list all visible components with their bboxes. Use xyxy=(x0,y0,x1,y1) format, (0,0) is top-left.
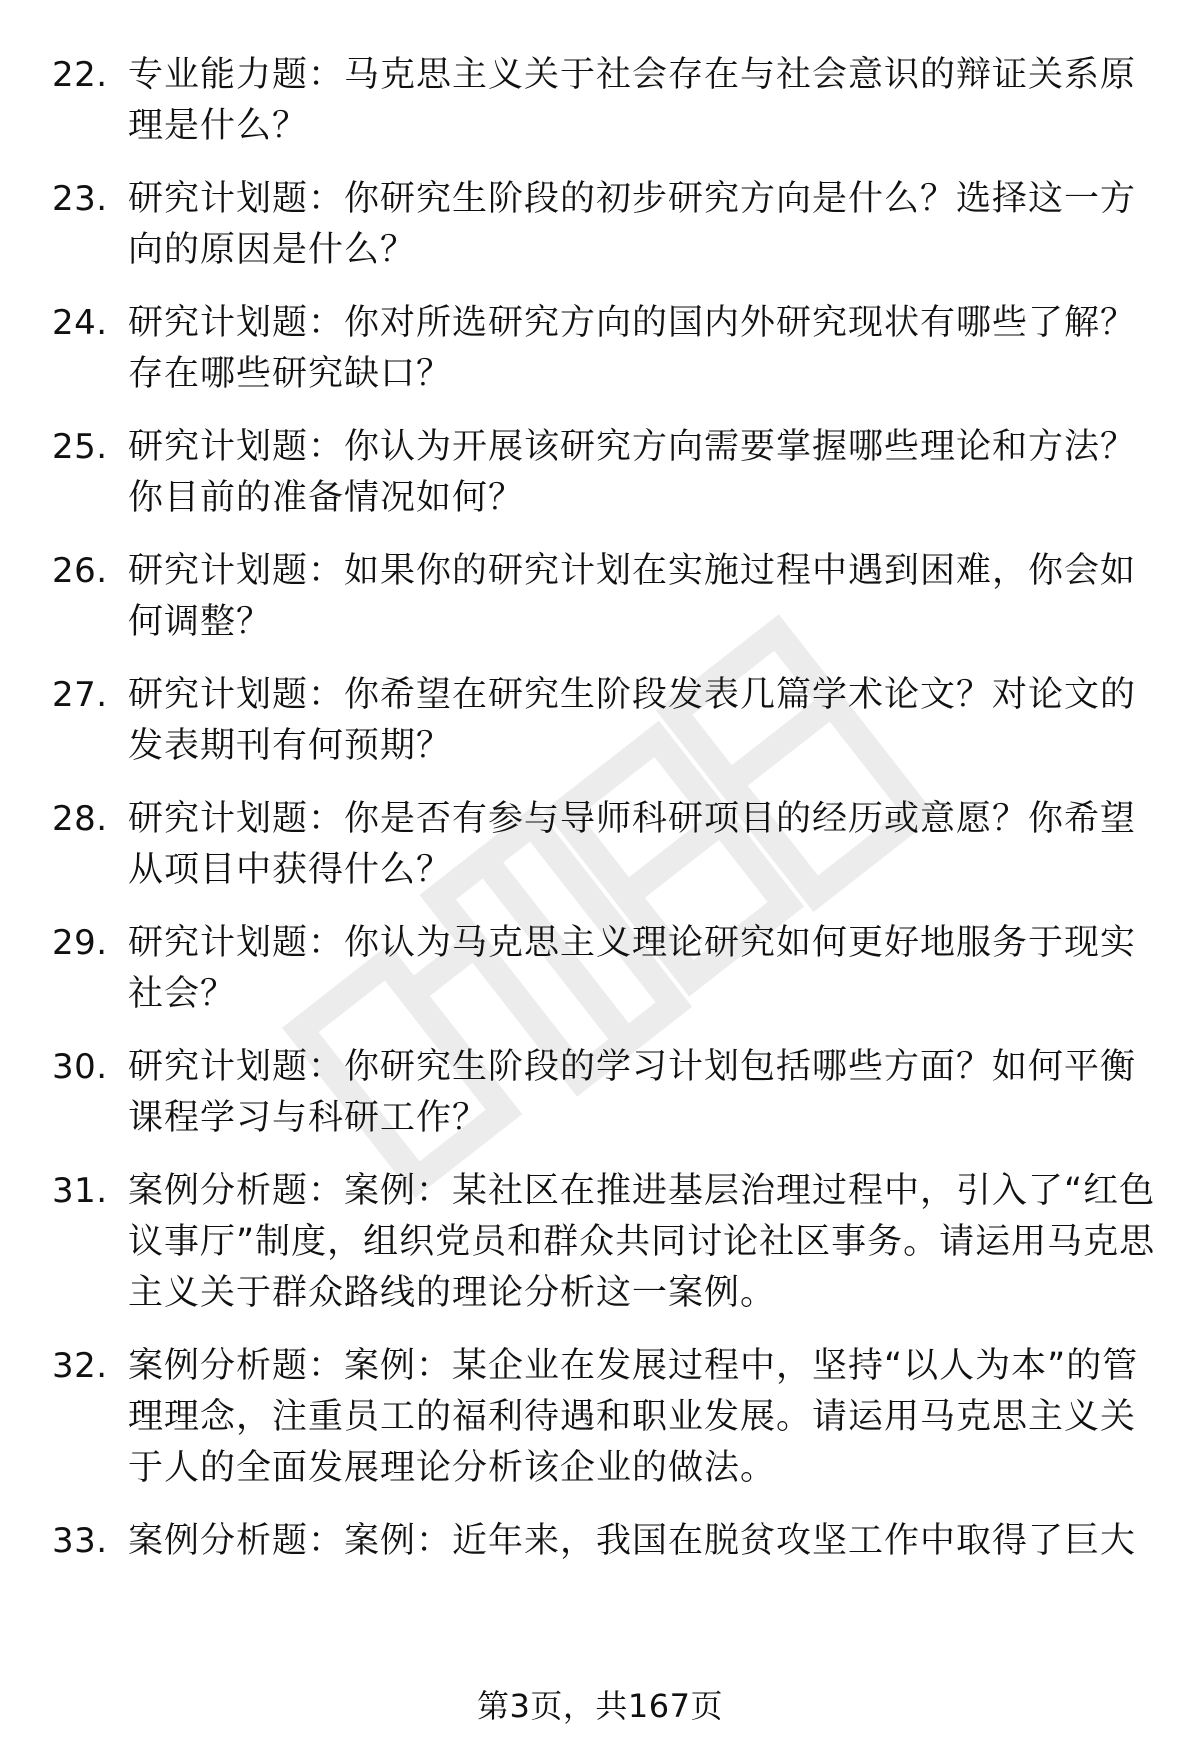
question-text: 研究计划题：你认为马克思主义理论研究如何更好地服务于现实社会？ xyxy=(128,923,1137,1014)
page-footer: 第3页，共167页 xyxy=(477,1687,723,1725)
list-item xyxy=(52,1516,1162,1567)
list-item xyxy=(52,174,1162,276)
question-text: 研究计划题：如果你的研究计划在实施过程中遇到困难，你会如何调整？ xyxy=(128,551,1137,642)
question-number: 27. xyxy=(52,675,108,715)
list-item xyxy=(52,298,1162,400)
list-item xyxy=(52,1042,1162,1144)
list-item xyxy=(52,422,1162,524)
question-text: 研究计划题：你是否有参与导师科研项目的经历或意愿？你希望从项目中获得什么？ xyxy=(128,799,1137,890)
question-number: 23. xyxy=(52,179,108,219)
list-item xyxy=(52,1341,1162,1494)
list-item xyxy=(52,794,1162,896)
question-list xyxy=(52,50,1162,1567)
question-text: 研究计划题：你对所选研究方向的国内外研究现状有哪些了解？存在哪些研究缺口？ xyxy=(128,303,1137,394)
list-item xyxy=(52,50,1162,152)
question-number: 22. xyxy=(52,55,108,95)
question-number: 30. xyxy=(52,1047,108,1087)
question-text: 研究计划题：你研究生阶段的学习计划包括哪些方面？如何平衡课程学习与科研工作？ xyxy=(128,1047,1137,1138)
question-number: 24. xyxy=(52,303,108,343)
list-item xyxy=(52,546,1162,648)
question-number: 28. xyxy=(52,799,108,839)
question-text: 案例分析题：案例：某社区在推进基层治理过程中，引入了“红色议事厅”制度，组织党员和群众共同讨论社区事务。请运用马克思主义关于群众路线的理论分析这一案例。 xyxy=(128,1171,1156,1313)
question-text: 案例分析题：案例：近年来，我国在脱贫攻坚工作中取得了巨大 xyxy=(128,1521,1137,1561)
list-item xyxy=(52,670,1162,772)
question-number: 25. xyxy=(52,427,108,467)
question-number: 31. xyxy=(52,1171,108,1211)
question-text: 案例分析题：案例：某企业在发展过程中，坚持“以人为本”的管理理念，注重员工的福利待遇和职业发展。请运用马克思主义关于人的全面发展理论分析该企业的做法。 xyxy=(128,1346,1139,1488)
question-number: 33. xyxy=(52,1521,108,1561)
question-number: 26. xyxy=(52,551,108,591)
question-text: 研究计划题：你希望在研究生阶段发表几篇学术论文？对论文的发表期刊有何预期？ xyxy=(128,675,1137,766)
list-item xyxy=(52,1166,1162,1319)
question-text: 专业能力题：马克思主义关于社会存在与社会意识的辩证关系原理是什么？ xyxy=(128,55,1137,146)
question-number: 29. xyxy=(52,923,108,963)
question-text: 研究计划题：你研究生阶段的初步研究方向是什么？选择这一方向的原因是什么？ xyxy=(128,179,1137,270)
question-text: 研究计划题：你认为开展该研究方向需要掌握哪些理论和方法？你目前的准备情况如何？ xyxy=(128,427,1137,518)
question-number: 32. xyxy=(52,1346,108,1386)
list-item xyxy=(52,918,1162,1020)
